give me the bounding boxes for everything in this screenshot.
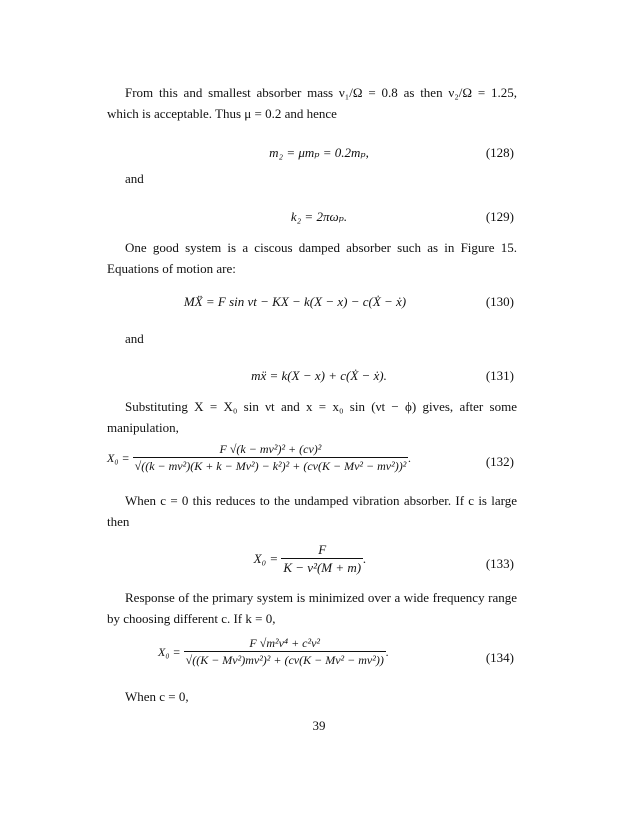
equation-133-fraction bbox=[281, 542, 363, 576]
equation-132 bbox=[107, 442, 527, 474]
equation-132-lhs: X₀ = bbox=[107, 450, 130, 465]
equation-133-denominator: K − ν²(M + m) bbox=[283, 560, 362, 575]
equation-134-period: . bbox=[385, 644, 389, 659]
equation-131-body: mẍ = k(X − x) + c(Ẋ − ẋ). bbox=[251, 368, 387, 383]
equation-128-number: (128) bbox=[485, 145, 514, 160]
equation-134-number: (134) bbox=[485, 650, 514, 665]
equation-131-number: (131) bbox=[485, 368, 514, 383]
paragraph-c-zero: When c = 0 this reduces to the undamped vibration absorber. If c is large then bbox=[107, 493, 517, 529]
page-number: 39 bbox=[312, 718, 326, 733]
equation-132-fraction bbox=[133, 442, 412, 474]
equation-134-fraction bbox=[184, 636, 386, 668]
equation-133 bbox=[0, 542, 638, 576]
equation-130 bbox=[0, 294, 638, 310]
equation-128-body: m₂ = μmₚ = 0.2mₚ, bbox=[269, 145, 369, 160]
equation-132-numerator: F √(k − mν²)² + (cν)² bbox=[219, 442, 322, 456]
paragraph-damped-absorber: One good system is a ciscous damped absorber such as in Figure 15. Equations of motion are: bbox=[107, 240, 517, 276]
equation-133-period: . bbox=[363, 551, 367, 566]
equation-130-body: MẌ = F sin νt − KX − k(X − x) − c(Ẋ − ẋ) bbox=[183, 294, 407, 309]
equation-133-number: (133) bbox=[485, 556, 514, 571]
paragraph-when-c-zero: When c = 0, bbox=[125, 689, 189, 704]
equation-129-body: k₂ = 2πωₚ. bbox=[290, 209, 348, 224]
equation-132-denominator: √((k − mν²)(K + k − Mν²) − k²)² + (cν(K − Mν² − mν²))² bbox=[134, 459, 407, 473]
equation-132-period: . bbox=[408, 450, 412, 465]
equation-134-denominator: √((K − Mν²)mν²)² + (cν(K − Mν² − mν²)) bbox=[185, 653, 384, 667]
equation-131 bbox=[0, 368, 638, 384]
connector-and-2: and bbox=[125, 331, 144, 346]
equation-134-lhs: X₀ = bbox=[158, 644, 181, 659]
equation-133-numerator: F bbox=[318, 542, 327, 557]
equation-129 bbox=[0, 209, 638, 225]
paragraph-substituting: Substituting X = X₀ sin νt and x = x₀ sin (νt − ϕ) gives, after some manipulation, bbox=[107, 399, 517, 435]
equation-134-numerator: F √m²ν⁴ + c²ν² bbox=[249, 636, 321, 650]
paragraph-absorber-mass: From this and smallest absorber mass ν₁/Ω = 0.8 as then ν₂/Ω = 1.25, which is acceptable. Thus μ = 0.2 and hence bbox=[107, 85, 517, 121]
connector-and-1: and bbox=[125, 171, 144, 186]
paragraph-response: Response of the primary system is minimized over a wide frequency range by choosing different c. If k = 0, bbox=[107, 590, 517, 626]
equation-129-number: (129) bbox=[485, 209, 514, 224]
equation-128 bbox=[0, 145, 638, 161]
equation-130-number: (130) bbox=[485, 294, 514, 309]
equation-133-lhs: X₀ = bbox=[253, 551, 279, 566]
equation-132-number: (132) bbox=[485, 454, 514, 469]
